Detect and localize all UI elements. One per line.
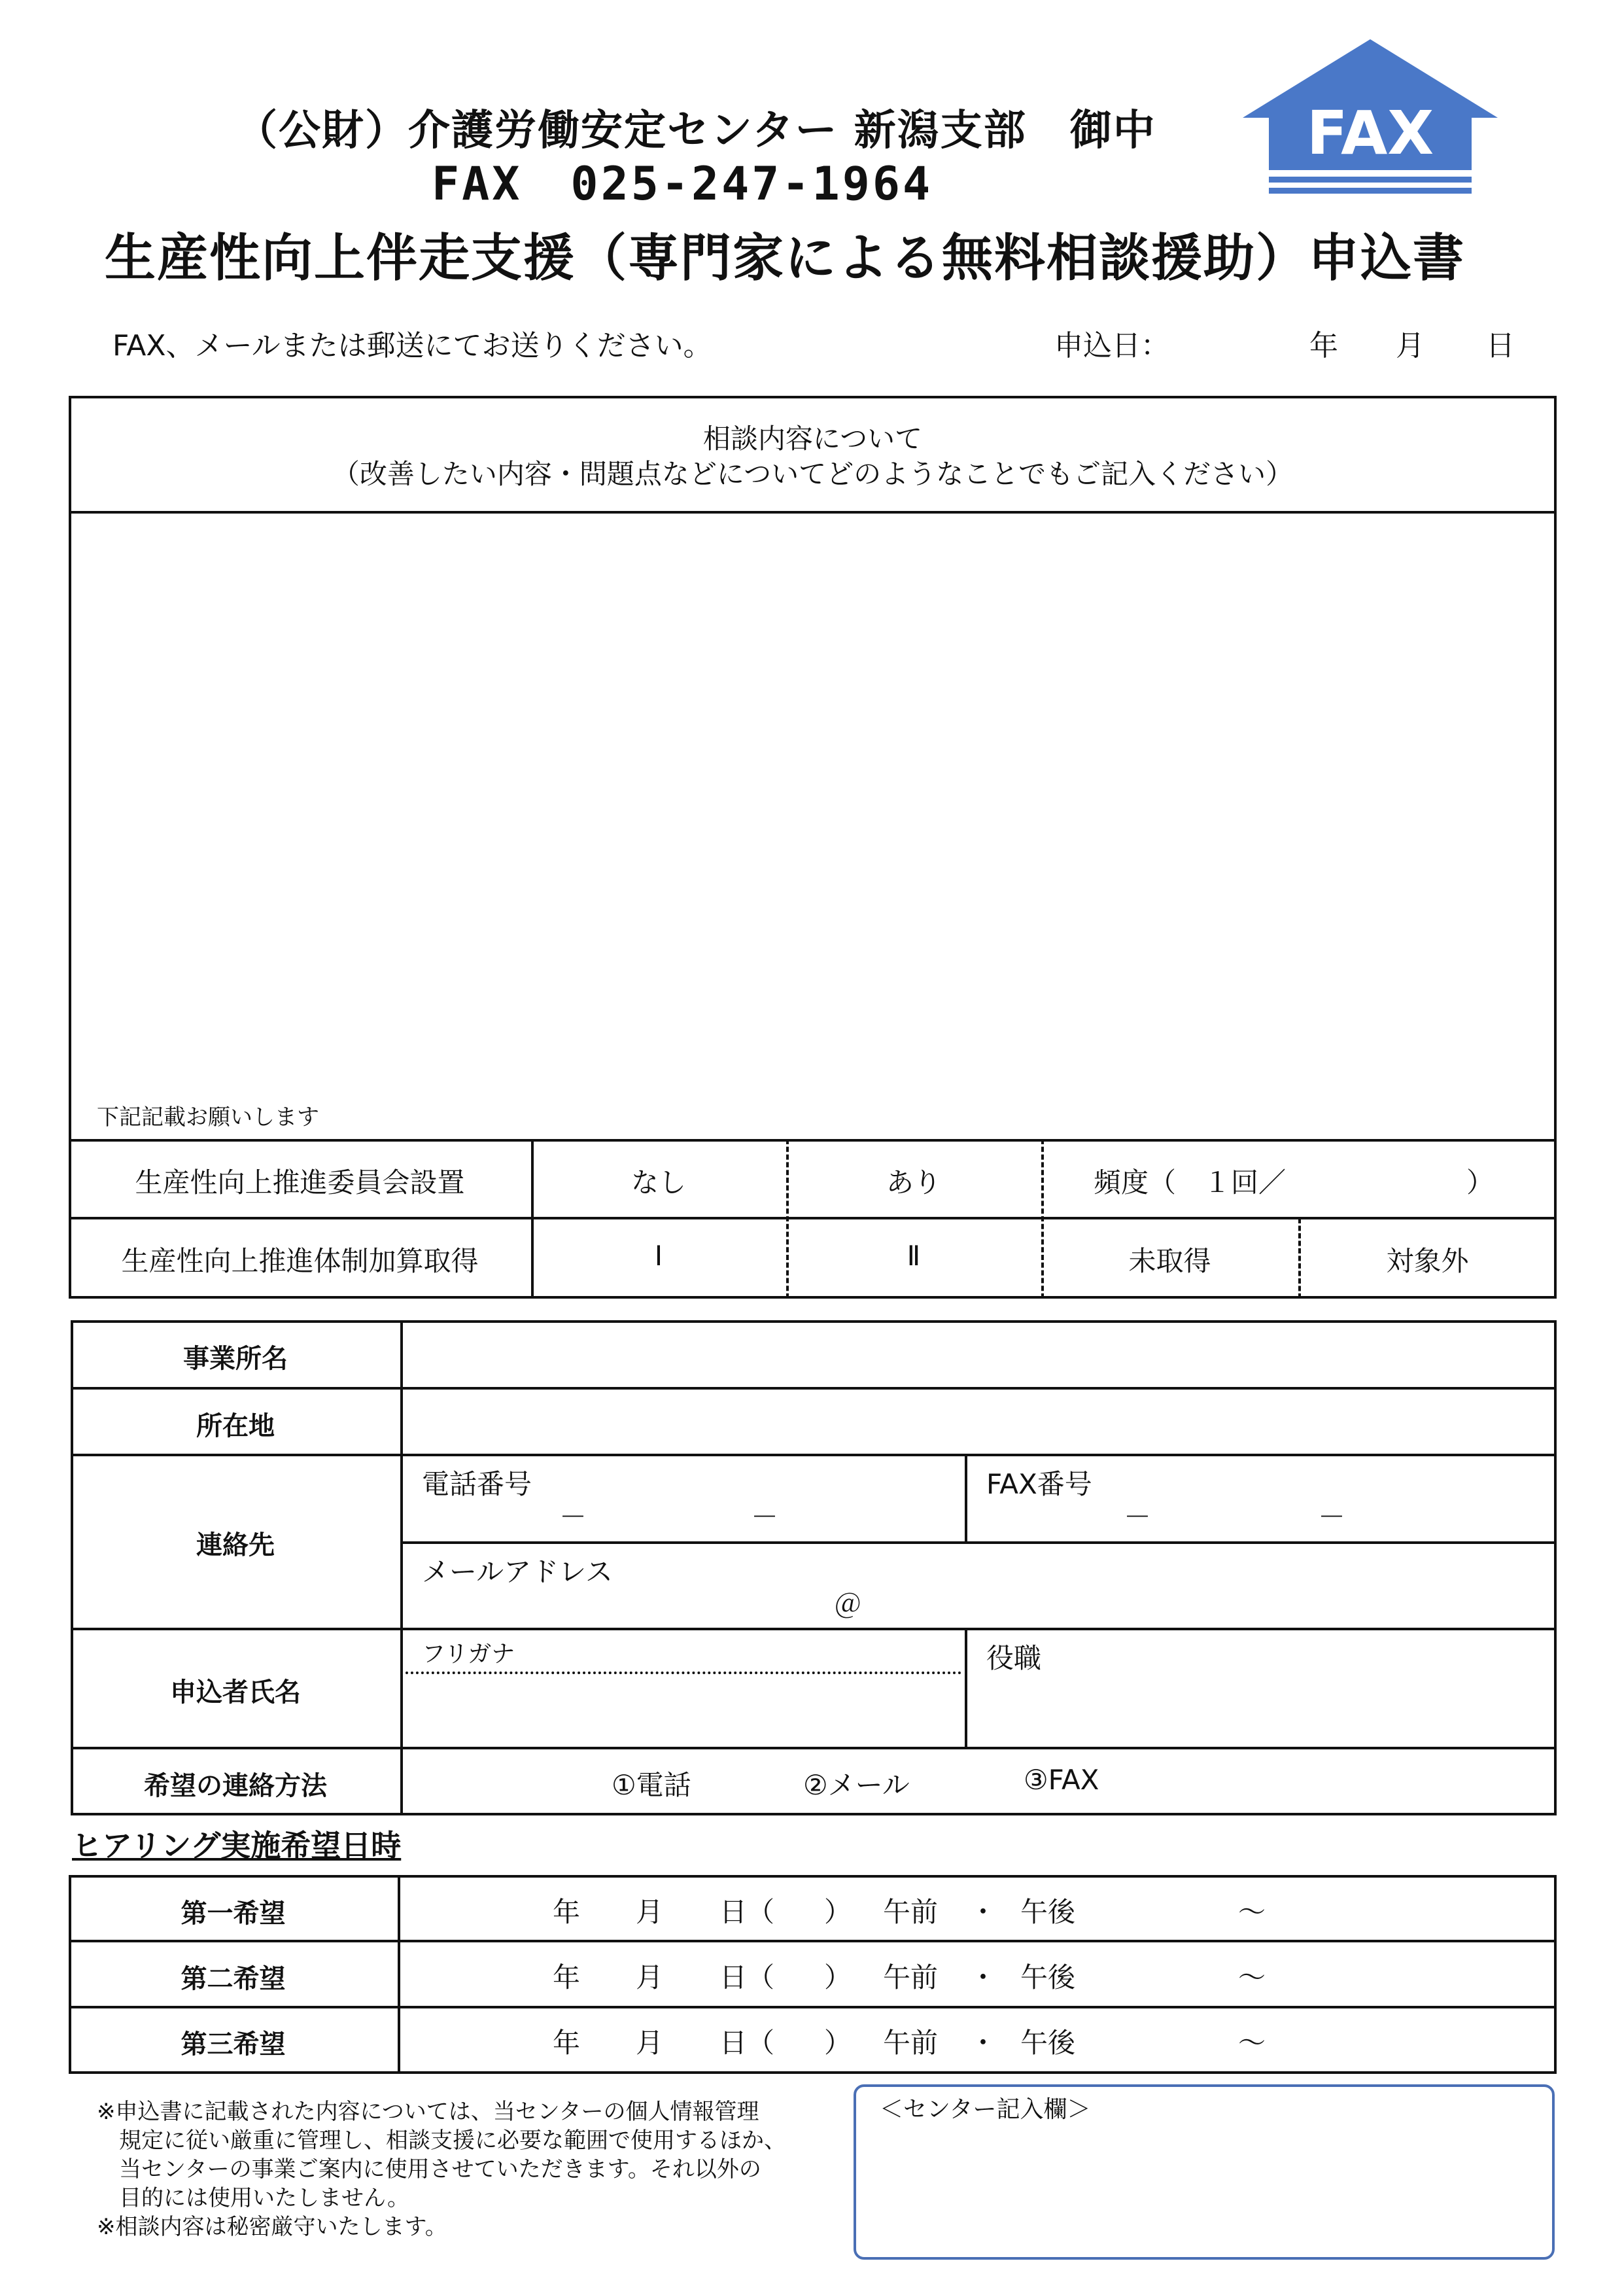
divider	[69, 1940, 1557, 1942]
divider	[965, 1454, 967, 1541]
hearing-paren-close: ）	[824, 1896, 852, 1928]
email-at: ＠	[834, 1588, 862, 1621]
committee-option-yes[interactable]: あり	[886, 1166, 941, 1199]
instruction-text: FAX、メールまたは郵送にてお送りください。	[112, 329, 712, 362]
fax-dash-1: －	[1124, 1501, 1152, 1533]
fax-logo	[1239, 36, 1501, 200]
office-name-field[interactable]	[406, 1325, 1550, 1384]
office-name-label: 事業所名	[183, 1344, 288, 1374]
divider	[398, 1875, 400, 2074]
hearing-row-label: 第一希望	[181, 1899, 286, 1929]
phone-dash-2: －	[751, 1501, 779, 1533]
divider	[71, 1454, 1557, 1456]
committee-option-none[interactable]: なし	[631, 1166, 686, 1199]
applicant-label: 申込者氏名	[170, 1677, 301, 1708]
fax-dash-2: －	[1318, 1501, 1346, 1533]
contact-label: 連絡先	[196, 1530, 275, 1560]
hearing-dot: ・	[969, 1961, 997, 1993]
addition-option-na[interactable]: 対象外	[1386, 1245, 1469, 1277]
hearing-pm[interactable]: 午後	[1020, 1961, 1076, 1993]
committee-frequency[interactable]: 頻度（ １回／	[1094, 1166, 1287, 1199]
application-day: 日	[1486, 329, 1515, 362]
hearing-tilde: ～	[1238, 2027, 1266, 2059]
divider	[69, 1139, 1557, 1142]
privacy-notice	[97, 2097, 842, 2241]
furigana-dotted-line	[406, 1672, 961, 1674]
hearing-paren-close: ）	[824, 2027, 852, 2059]
fax-label: FAX番号	[986, 1468, 1092, 1500]
privacy-line: 当センターの事業ご案内に使用させていただきます。それ以外の	[97, 2156, 761, 2182]
application-year: 年	[1309, 329, 1338, 362]
hearing-day: 日（	[719, 1896, 775, 1928]
hearing-tilde: ～	[1238, 1896, 1266, 1928]
hearing-year: 年	[553, 1896, 581, 1928]
page-title: 生産性向上伴走支援（専門家による無料相談援助）申込書	[105, 229, 1466, 288]
hearing-day: 日（	[719, 2027, 775, 2059]
privacy-line: ※申込書に記載された内容については、当センターの個人情報管理	[97, 2099, 759, 2125]
fax-number: FAX 025-247-1964	[432, 157, 933, 211]
divider	[69, 2006, 1557, 2008]
divider	[69, 1217, 1557, 1219]
contact-method-label: 希望の連絡方法	[144, 1771, 327, 1801]
addition-option-1[interactable]: Ⅰ	[654, 1240, 663, 1272]
contact-method-fax[interactable]: ③FAX	[1024, 1764, 1099, 1796]
position-label: 役職	[986, 1642, 1042, 1674]
phone-dash-1: －	[559, 1501, 587, 1533]
hearing-title: ヒアリング実施希望日時	[72, 1828, 402, 1863]
consultation-text-area[interactable]	[75, 517, 1547, 1125]
committee-label: 生産性向上推進委員会設置	[135, 1166, 465, 1199]
hearing-pm[interactable]: 午後	[1020, 1896, 1076, 1928]
hearing-year: 年	[553, 2027, 581, 2059]
divider	[400, 1320, 403, 1815]
hearing-am[interactable]: 午前	[883, 2027, 939, 2059]
privacy-line: 目的には使用いたしません。	[97, 2185, 410, 2211]
hearing-row-label: 第三希望	[181, 2029, 286, 2059]
phone-label: 電話番号	[422, 1468, 532, 1500]
hearing-am[interactable]: 午前	[883, 1961, 939, 1993]
application-month: 月	[1396, 329, 1425, 362]
hearing-paren-close: ）	[824, 1961, 852, 1993]
divider	[71, 1628, 1557, 1630]
contact-method-email[interactable]: ②メール	[803, 1769, 910, 1801]
hearing-tilde: ～	[1238, 1961, 1266, 1993]
consultation-subheading: （改善したい内容・問題点などについてどのようなことでもご記入ください）	[332, 458, 1294, 490]
committee-frequency-close: ）	[1466, 1166, 1494, 1199]
center-use-label: ＜センター記入欄＞	[880, 2096, 1091, 2123]
divider	[69, 511, 1557, 514]
hearing-dot: ・	[969, 2027, 997, 2059]
hearing-month: 月	[636, 2027, 664, 2059]
divider	[965, 1628, 967, 1747]
hearing-day: 日（	[719, 1961, 775, 1993]
privacy-line: 規定に従い厳重に管理し、相談支援に必要な範囲で使用するほか、	[97, 2128, 786, 2154]
divider	[71, 1747, 1557, 1749]
hearing-row-label: 第二希望	[181, 1964, 286, 1994]
furigana-label: フリガナ	[422, 1641, 515, 1668]
application-date-label: 申込日：	[1054, 329, 1169, 362]
addition-option-none[interactable]: 未取得	[1128, 1245, 1211, 1277]
address-field[interactable]	[406, 1392, 1550, 1451]
hearing-month: 月	[636, 1961, 664, 1993]
addition-option-2[interactable]: Ⅱ	[907, 1240, 921, 1272]
hearing-pm[interactable]: 午後	[1020, 2027, 1076, 2059]
hearing-dot: ・	[969, 1896, 997, 1928]
address-label: 所在地	[196, 1411, 275, 1441]
divider	[71, 1387, 1557, 1390]
consultation-note: 下記記載お願いします	[97, 1104, 319, 1130]
fax-logo-text: FAX	[1306, 98, 1434, 168]
addition-label: 生産性向上推進体制加算取得	[121, 1245, 479, 1277]
privacy-line: ※相談内容は秘密厳守いたします。	[97, 2214, 447, 2240]
addressee: （公財）介護労働安定センター 新潟支部 御中	[235, 107, 1156, 155]
divider	[400, 1541, 1557, 1544]
hearing-am[interactable]: 午前	[883, 1896, 939, 1928]
email-label: メールアドレス	[422, 1556, 613, 1588]
consultation-heading: 相談内容について	[702, 423, 923, 455]
contact-method-phone[interactable]: ①電話	[612, 1769, 691, 1801]
hearing-month: 月	[636, 1896, 664, 1928]
hearing-year: 年	[553, 1961, 581, 1993]
